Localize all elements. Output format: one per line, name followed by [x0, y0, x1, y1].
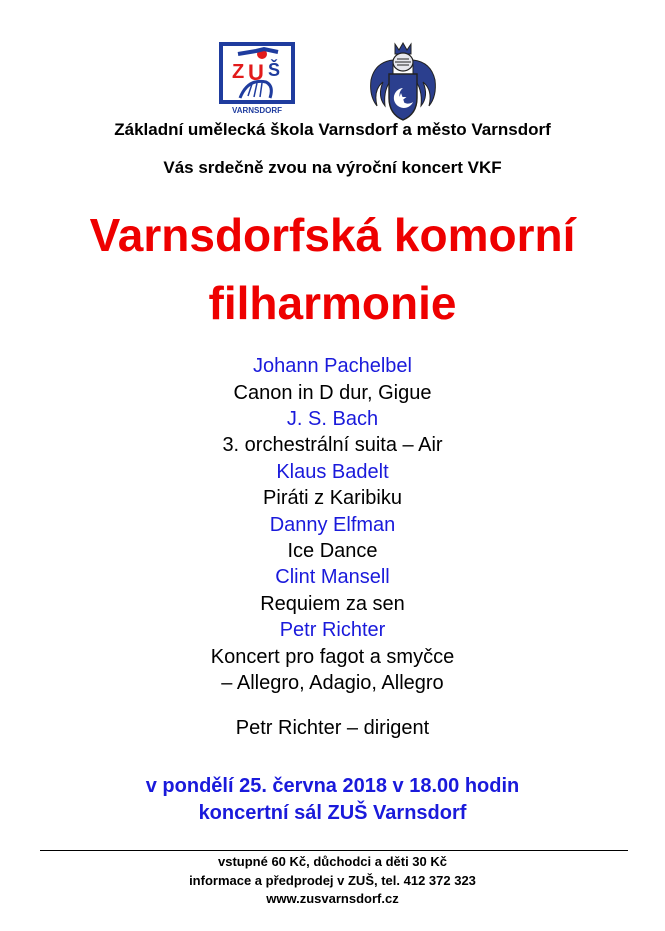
event-title-line-2: filharmonie	[208, 277, 457, 329]
event-title-line-1: Varnsdorfská komorní	[89, 209, 576, 261]
composer-name: Johann Pachelbel	[252, 355, 412, 377]
composer-name: Clint Mansell	[275, 566, 390, 588]
svg-text:U: U	[248, 60, 264, 85]
footer-divider	[40, 850, 628, 851]
header-organizers: Základní umělecká škola Varnsdorf a město Varnsdorf	[114, 120, 551, 139]
conductor: Petr Richter – dirigent	[235, 717, 430, 739]
piece-title: Ice Dance	[287, 540, 378, 562]
composer-name: Klaus Badelt	[276, 461, 389, 483]
piece-title: Requiem za sen	[260, 593, 405, 615]
svg-text:Š: Š	[268, 60, 281, 80]
event-datetime: v pondělí 25. června 2018 v 18.00 hodin	[145, 775, 520, 797]
school-logo	[218, 40, 296, 116]
composer-name: Petr Richter	[279, 619, 386, 641]
piece-movements: – Allegro, Adagio, Allegro	[221, 672, 444, 694]
footer-info: informace a předprodej v ZUŠ, tel. 412 372 323	[189, 873, 476, 888]
piece-title: Piráti z Karibiku	[263, 487, 402, 509]
footer-admission: vstupné 60 Kč, důchodci a děti 30 Kč	[217, 854, 447, 869]
piece-title: Canon in D dur, Gigue	[233, 382, 432, 404]
piece-title: 3. orchestrální suita – Air	[222, 434, 443, 456]
header-invitation: Vás srdečně zvou na výroční koncert VKF	[163, 158, 502, 177]
school-logo-text: VARNSDORF	[231, 106, 283, 115]
piece-title: Koncert pro fagot a smyčce	[210, 646, 455, 668]
composer-name: Danny Elfman	[269, 514, 396, 536]
svg-text:Z: Z	[232, 61, 245, 83]
event-venue: koncertní sál ZUŠ Varnsdorf	[198, 802, 467, 824]
composer-name: J. S. Bach	[286, 408, 379, 430]
logo-area	[0, 40, 665, 120]
footer-website: www.zusvarnsdorf.cz	[266, 891, 399, 906]
town-coat-of-arms	[365, 40, 441, 122]
